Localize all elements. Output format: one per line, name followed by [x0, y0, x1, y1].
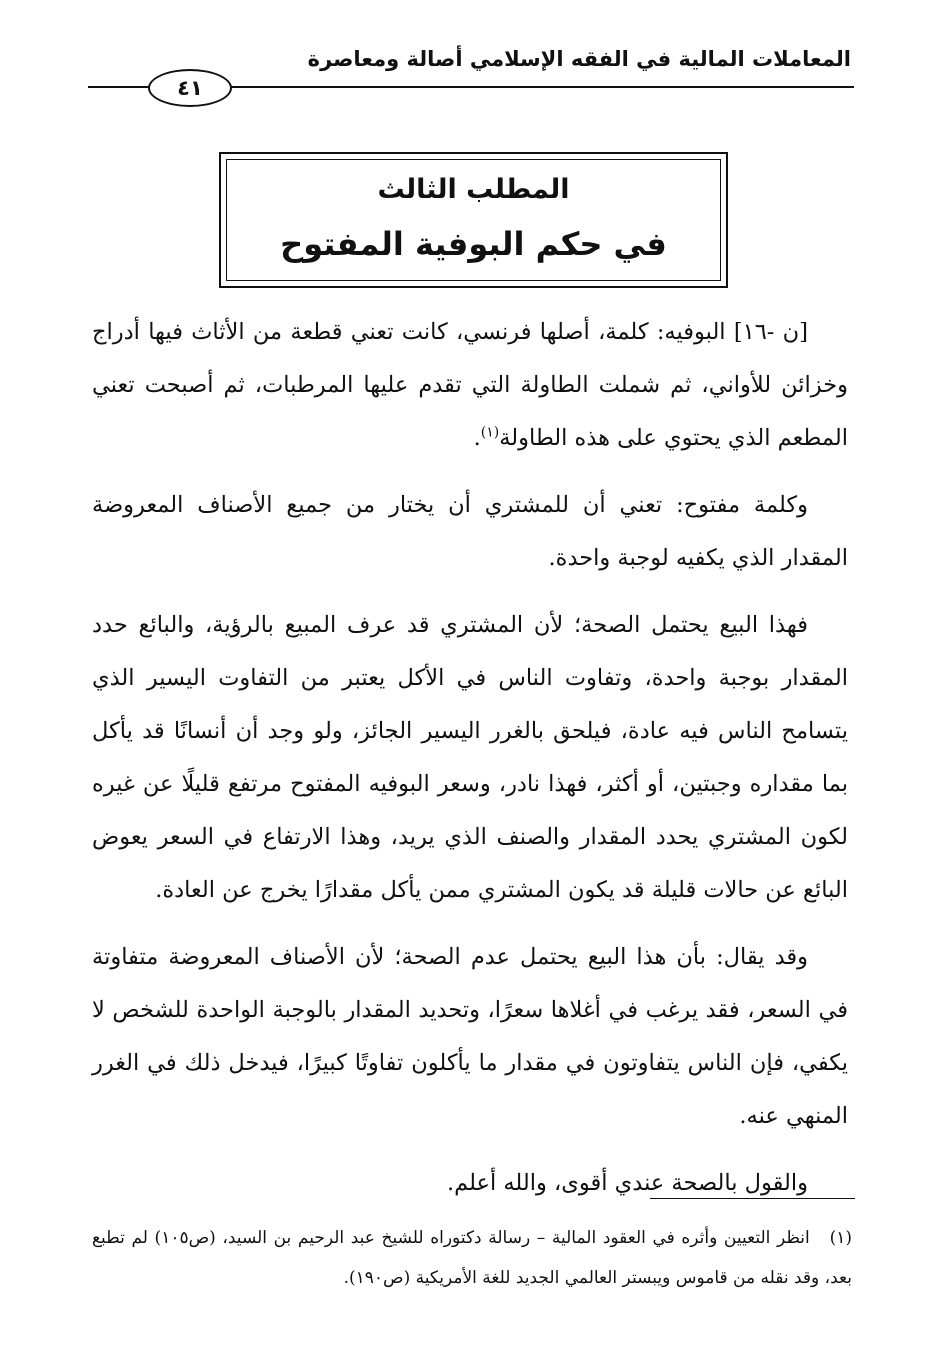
page-number: ٤١ — [148, 69, 232, 107]
paragraph-validity-argument: فهذا البيع يحتمل الصحة؛ لأن المشتري قد عرف المبيع بالرؤية، والبائع حدد المقدار بوجبة واحدة، وتفاوت الناس في الأكل يعتبر من التفاوت اليسير الذي يتسامح الناس فيه عادة، فيلحق بالغرر اليسير الجائز، ولو وجد أن أنسانًا قد يأكل بما مقداره وجبتين، أو أكثر، فهذا نادر، وسعر البوفيه المفتوح مرتفع قليلًا عن غيره لكون المشتري يحدد المقدار والصنف الذي يريد، وهذا الارتفاع في السعر يعوض البائع عن حالات قليلة قد يكون المشتري ممن يأكل مقدارًا يخرج عن العادة. — [92, 612, 848, 903]
running-header-book-title: المعاملات المالية في الفقه الإسلامي أصالة ومعاصرة — [307, 47, 851, 71]
footnote-rule — [650, 1198, 855, 1199]
paragraph-definition — [92, 306, 848, 465]
paragraph-invalidity-argument: وقد يقال: بأن هذا البيع يحتمل عدم الصحة؛ لأن الأصناف المعروضة متفاوتة في السعر، فقد يرغب في أغلاها سعرًا، وتحديد المقدار بالوجبة الواحدة للشخص لا يكفي، فإن الناس يتفاوتون في مقدار ما يأكلون تفاوتًا كبيرًا، فيدخل ذلك في الغرر المنهي عنه. — [92, 944, 848, 1129]
section-subheading: في حكم البوفية المفتوح — [280, 225, 667, 263]
footnote — [92, 1218, 852, 1298]
paragraph-open-meaning: وكلمة مفتوح: تعني أن للمشتري أن يختار من جميع الأصناف المعروضة المقدار الذي يكفيه لوجبة واحدة. — [92, 492, 848, 571]
paragraph-conclusion: والقول بالصحة عندي أقوى، والله أعلم. — [446, 1170, 808, 1196]
paragraph-end-mark: . — [473, 425, 481, 451]
body-text — [92, 306, 848, 1224]
footnote-text: انظر التعيين وأثره في العقود المالية – رسالة دكتوراه للشيخ عبد الرحيم بن السيد، (ص١٠٥) لم تطبع بعد، وقد نقله من قاموس ويبستر العالمي الجديد للغة الأمريكية (ص١٩٠). — [92, 1228, 852, 1288]
paragraph-text: [ن -١٦] البوفيه: كلمة، أصلها فرنسي، كانت تعني قطعة من الأثاث فيها أدراج وخزائن للأواني، ثم شملت الطاولة التي تقدم عليها المرطبات، ثم أصبحت تعني المطعم الذي يحتوي على هذه الطاولة — [92, 319, 848, 451]
footnote-marker: (١) — [829, 1228, 853, 1248]
section-heading: المطلب الثالث — [377, 174, 570, 205]
section-title-frame — [219, 152, 728, 288]
footnote-reference: (١) — [480, 424, 500, 441]
